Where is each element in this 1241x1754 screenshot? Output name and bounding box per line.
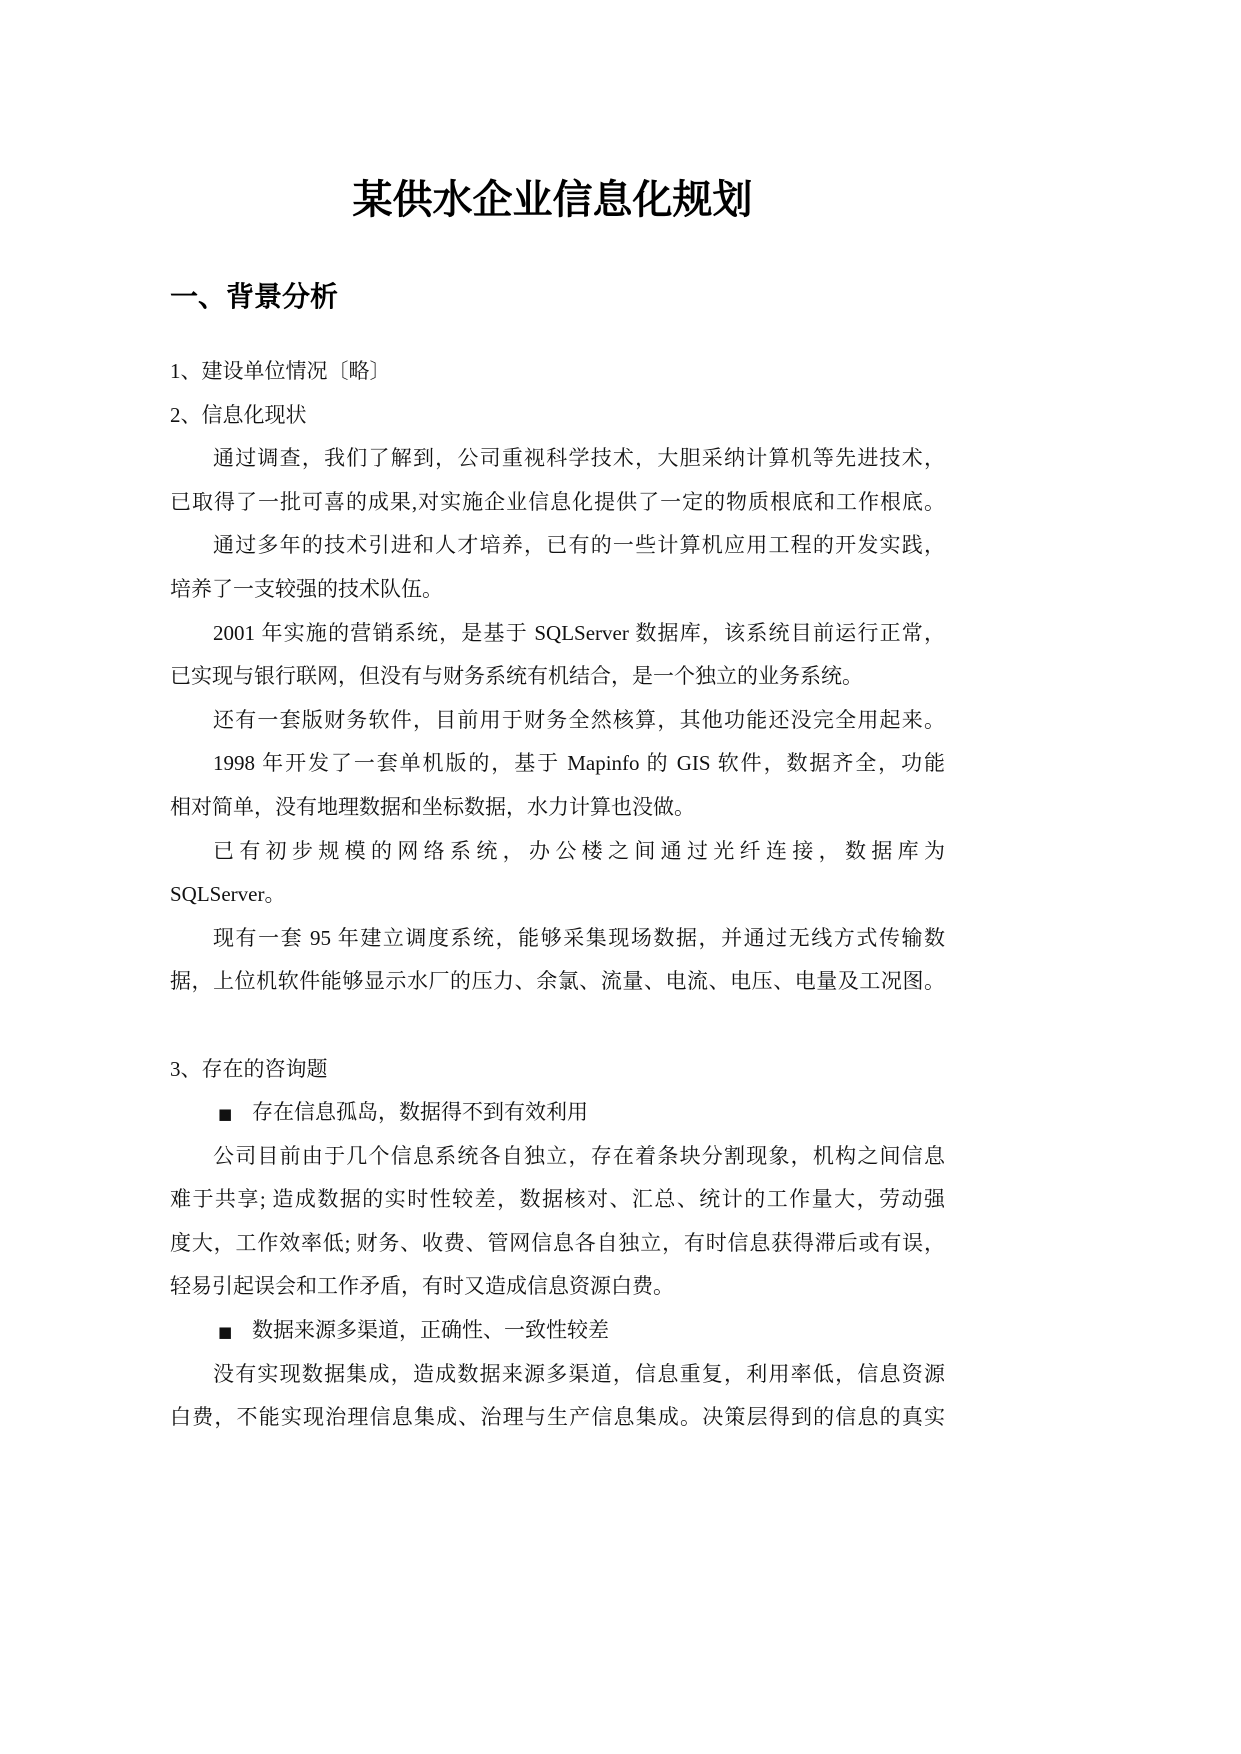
paragraph-line: 1998 年开发了一套单机版的，基于 Mapinfo 的 GIS 软件，数据齐全，功能	[213, 751, 945, 776]
paragraph-line: 相对简单，没有地理数据和坐标数据，水力计算也没做。	[170, 794, 695, 819]
paragraph-line: 轻易引起误会和工作矛盾，有时又造成信息资源白费。	[170, 1274, 674, 1299]
paragraph-line: 已有初步规模的网络系统，办公楼之间通过光纤连接，数据库为	[213, 838, 945, 863]
paragraph-line: 2001 年实施的营销系统，是基于 SQLServer 数据库，该系统目前运行正常，	[213, 620, 945, 645]
paragraph	[170, 699, 945, 743]
paragraph-line: 培养了一支较强的技术队伍。	[170, 576, 443, 601]
square-bullet-icon: ■	[218, 1105, 233, 1124]
bullet-point-title: 数据来源多渠道，正确性、一致性较差	[252, 1318, 609, 1343]
bullet-point-title: 存在信息孤岛，数据得不到有效利用	[252, 1100, 588, 1125]
paragraph-line: 已实现与银行联网，但没有与财务系统有机结合，是一个独立的业务系统。	[170, 664, 863, 689]
paragraph	[170, 437, 945, 524]
paragraph-line: 度大，工作效率低; 财务、收费、管网信息各自独立，有时信息获得滞后或有误，	[170, 1230, 945, 1255]
paragraph-line: 现有一套 95 年建立调度系统，能够采集现场数据，并通过无线方式传输数	[213, 925, 945, 950]
paragraph	[170, 742, 945, 829]
square-bullet-icon: ■	[218, 1323, 233, 1342]
paragraph-line: 还有一套版财务软件，目前用于财务全然核算，其他功能还没完全用起来。	[213, 707, 945, 732]
section-heading: 一、背景分析	[170, 281, 339, 312]
paragraph-line: SQLServer。	[170, 882, 286, 907]
paragraph-line: 通过调查，我们了解到，公司重视科学技术，大胆采纳计算机等先进技术，	[213, 446, 945, 471]
paragraph-line: 通过多年的技术引进和人才培养，已有的一些计算机应用工程的开发实践，	[213, 533, 945, 558]
bullet-point	[170, 1309, 945, 1440]
document-body	[170, 350, 945, 1440]
paragraph	[170, 612, 945, 699]
bullet-point-title-line	[170, 1309, 945, 1353]
paragraph	[170, 524, 945, 611]
paragraph-line: 白费，不能实现治理信息集成、治理与生产信息集成。决策层得到的信息的真实	[170, 1405, 945, 1430]
item-heading: 3、存在的咨询题	[170, 1056, 328, 1081]
bullet-point	[170, 1091, 945, 1309]
paragraph-line: 据，上位机软件能够显示水厂的压力、余氯、流量、电流、电压、电量及工况图。	[170, 969, 945, 994]
paragraph-line: 难于共享; 造成数据的实时性较差，数据核对、汇总、统计的工作量大，劳动强	[170, 1187, 945, 1212]
paragraph-line: 已取得了一批可喜的成果,对实施企业信息化提供了一定的物质根底和工作根底。	[170, 489, 945, 514]
paragraph-line: 公司目前由于几个信息系统各自独立，存在着条块分割现象，机构之间信息	[213, 1143, 945, 1168]
paragraph	[170, 830, 945, 917]
item-heading: 1、建设单位情况〔略〕	[170, 359, 391, 383]
item-heading: 2、信息化现状	[170, 402, 307, 427]
bullet-point-title-line	[170, 1091, 945, 1135]
document-title: 某供水企业信息化规划	[352, 178, 753, 222]
paragraph	[170, 917, 945, 1004]
paragraph-line: 没有实现数据集成，造成数据来源多渠道，信息重复，利用率低，信息资源	[213, 1361, 945, 1386]
